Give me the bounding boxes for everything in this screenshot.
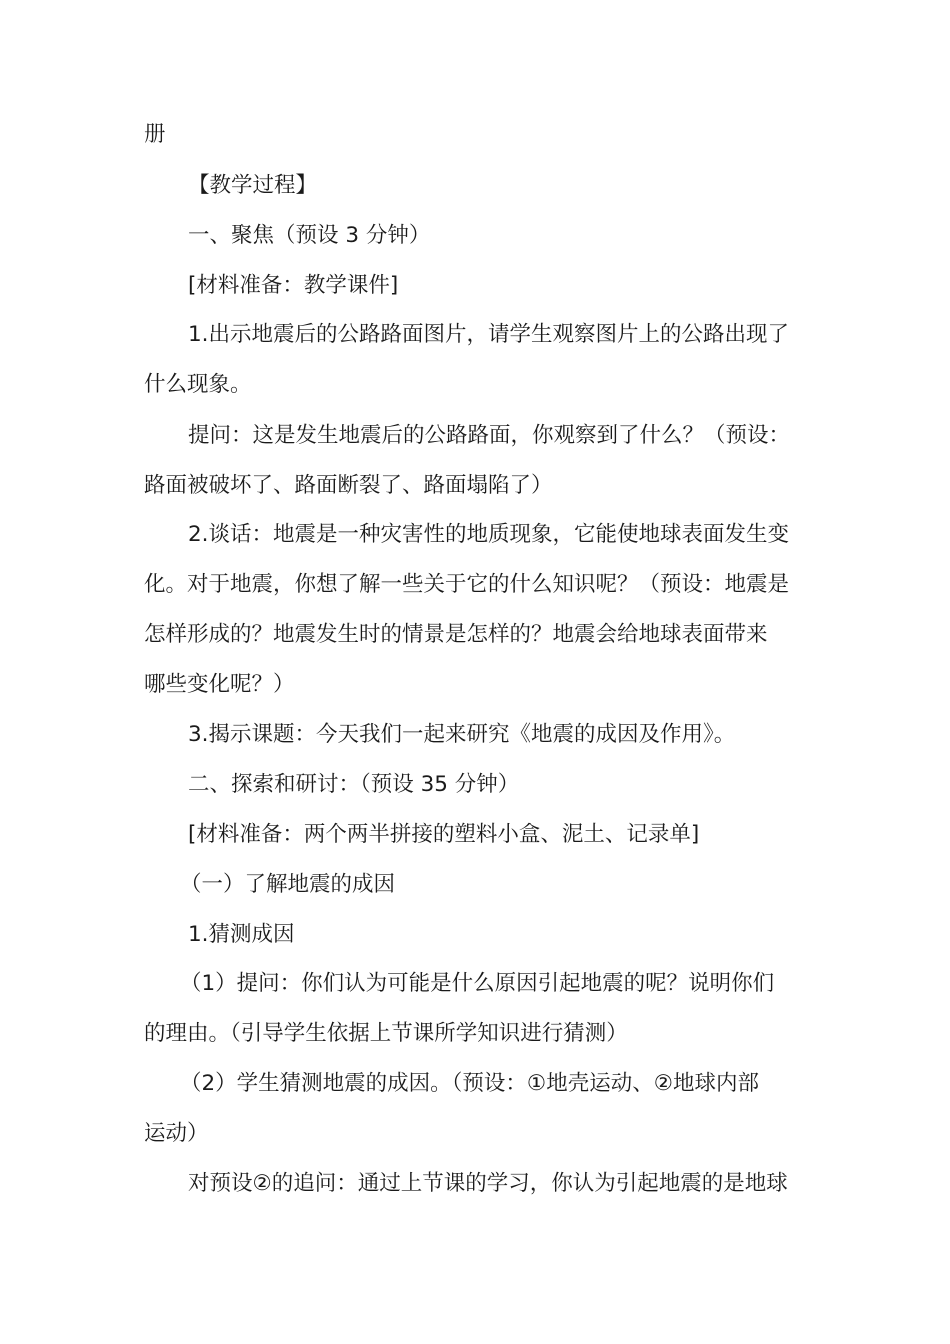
text-line: 册: [144, 122, 166, 147]
subsection-heading: （一）了解地震的成因: [180, 872, 396, 897]
paragraph-line: 的理由。（引导学生依据上节课所学知识进行猜测）: [144, 1021, 628, 1046]
paragraph-line: 提问：这是发生地震后的公路路面，你观察到了什么？（预设：: [188, 423, 791, 448]
materials-note: [材料准备：教学课件]: [188, 273, 399, 298]
paragraph-line: 1.出示地震后的公路路面图片，请学生观察图片上的公路出现了: [188, 322, 790, 347]
paragraph-line: 怎样形成的？地震发生时的情景是怎样的？地震会给地球表面带来: [144, 622, 768, 647]
paragraph-line: 什么现象。: [144, 372, 252, 397]
paragraph-line: （1）提问：你们认为可能是什么原因引起地震的呢？说明你们: [180, 971, 775, 996]
paragraph-line: 对预设②的追问：通过上节课的学习，你认为引起地震的是地球: [188, 1171, 788, 1196]
section-heading: 一、聚焦（预设 3 分钟）: [188, 223, 431, 248]
materials-note: [材料准备：两个两半拼接的塑料小盒、泥土、记录单]: [188, 822, 700, 847]
paragraph-line: （2）学生猜测地震的成因。（预设：①地壳运动、②地球内部: [180, 1071, 759, 1096]
paragraph-line: 3.揭示课题：今天我们一起来研究《地震的成因及作用》。: [188, 722, 736, 747]
section-heading: 二、探索和研讨：（预设 35 分钟）: [188, 772, 520, 797]
paragraph-line: 化。对于地震，你想了解一些关于它的什么知识呢？（预设：地震是: [144, 572, 790, 597]
paragraph-line: 哪些变化呢？）: [144, 672, 295, 697]
paragraph-line: 路面被破坏了、路面断裂了、路面塌陷了）: [144, 473, 553, 498]
paragraph-line: 2.谈话：地震是一种灾害性的地质现象，它能使地球表面发生变: [188, 522, 790, 547]
subsection-heading: 1.猜测成因: [188, 922, 295, 947]
paragraph-line: 运动）: [144, 1121, 209, 1146]
section-heading: 【教学过程】: [188, 173, 318, 198]
